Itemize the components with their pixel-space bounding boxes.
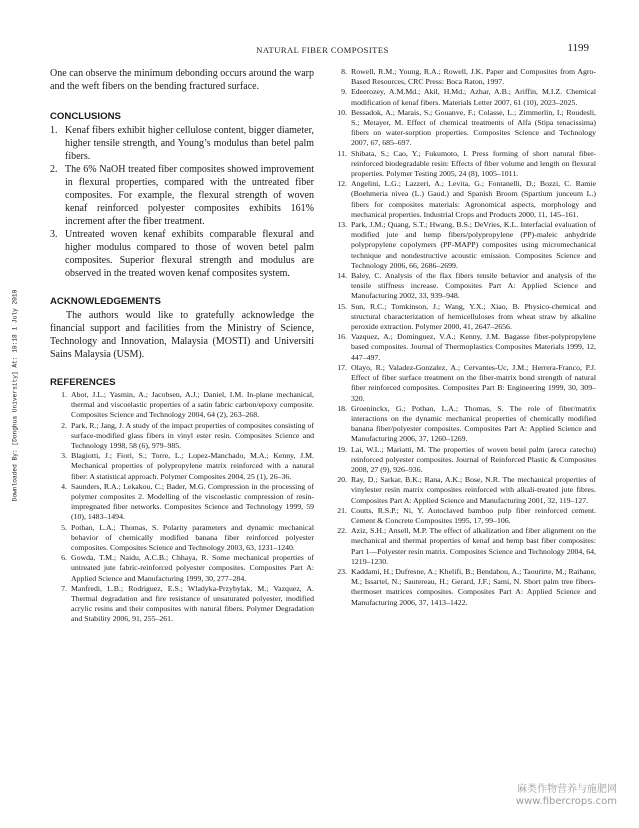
reference-item-number: 23. bbox=[337, 566, 347, 576]
reference-item bbox=[50, 390, 314, 421]
conclusions-heading: CONCLUSIONS bbox=[50, 111, 121, 122]
reference-item bbox=[50, 584, 314, 625]
reference-item-number: 1. bbox=[61, 390, 67, 399]
reference-item-text: Edeerozey, A.M.Md.; Akil, H.Md.; Azhar, A.B.; Ariffin, M.I.Z. Chemical modification of kenaf fibers. Materials Letter 2007, 61 (10), 2023–2025. bbox=[351, 87, 596, 107]
journal-title: NATURAL FIBER COMPOSITES bbox=[256, 45, 389, 55]
reference-item-number: 11. bbox=[337, 148, 347, 158]
reference-item-number: 6. bbox=[61, 553, 67, 563]
reference-item-text: Gowda, T.M.; Naidu, A.C.B.; Chhaya, R. Some mechanical properties of untreated jute fabric-reinforced polyester composites. Composites Part A: Applied Science and Manufacturing 1999, 30, 277–284. bbox=[71, 553, 314, 583]
reference-item-number: 7. bbox=[61, 583, 67, 593]
reference-item-text: Pothan, L.A.; Thomas, S. Polarity parameters and dynamic mechanical behavior of chemically modified banana fiber reinforced polyester composites. Composites Science and Technology 2003, 63, 1231–1240. bbox=[71, 522, 314, 553]
reference-item bbox=[330, 220, 596, 271]
reference-item bbox=[330, 475, 596, 506]
reference-item bbox=[330, 567, 596, 608]
reference-item-text: Aziz, S.H.; Ansell, M.P. The effect of alkalization and fiber alignment on the mechanical and thermal properties of kenaf and hemp bast fiber composites: Part 1—Polyester resin matrix. Composites Science and Technology 2004, 64, 1219–1230. bbox=[351, 526, 596, 566]
reference-item-text: Rowell, R.M.; Young, R.A.; Rowell, J.K. Paper and Composites from Agro-Based Resources, CRC Press: Boca Raton, 1997. bbox=[351, 67, 596, 87]
reference-item-text: Vazquez, A.; Dominguez, V.A.; Kenny, J.M. Bagasse fiber-polypropylene based composites. Journal of Thermoplastics Composites Materials 1999, 12, 447–497. bbox=[351, 332, 596, 362]
reference-item bbox=[50, 451, 314, 482]
reference-item-number: 12. bbox=[337, 179, 347, 189]
left-column bbox=[50, 67, 314, 625]
reference-item bbox=[330, 363, 596, 404]
reference-item-text: Groeninckx, G.; Pothan, L.A.; Thomas, S. The role of fiber/matrix interactions on the dynamic mechanical properties of chemically modified banana fiber/polyester composites. Composites Part A: Applied Science and Manufacturing 2006, 37, 1260–1269. bbox=[351, 403, 596, 444]
reference-item-number: 22. bbox=[337, 526, 347, 536]
reference-item-text: Bessadok, A.; Marais, S.; Gouanve, F.; Colasse, L.; Zimmerlin, I.; Roudesli, S.; Metayer, M. Effect of chemical treatments of Alfa (Stipa tenacissima) fibers on water-sorption properties. Composites Science and Technology 2007, 67, 685–697. bbox=[351, 107, 596, 148]
reference-item-number: 10. bbox=[337, 107, 347, 117]
conclusion-item bbox=[50, 163, 314, 228]
conclusion-item-text: Kenaf fibers exhibit higher cellulose content, bigger diameter, higher tensile strength, and Young’s modulus than betel palm fibers. bbox=[65, 125, 314, 162]
reference-item-number: 2. bbox=[61, 420, 67, 430]
reference-item-number: 4. bbox=[61, 481, 67, 491]
site-watermark-name: 麻类作物营养与施肥网 bbox=[517, 784, 617, 795]
reference-item bbox=[50, 523, 314, 554]
reference-item-text: Ray, D.; Sarkar, B.K.; Rana, A.K.; Bose, N.R. The mechanical properties of vinylester resin matrix composites reinforced with alkali-treated jute fibres. Composites Part A: Applied Science and Manufacturing 2001, 32, 119–127. bbox=[351, 475, 596, 505]
download-watermark: Downloaded By: [Donghua University] At: 10:18 1 July 2010 bbox=[11, 289, 19, 502]
conclusion-item-number: 3. bbox=[50, 229, 58, 240]
reference-item-text: Coutts, R.S.P.; Ni, Y. Autoclaved bamboo pulp fiber reinforced cement. Cement & Concrete Composites 1995, 17, 99–106. bbox=[351, 505, 596, 525]
page-header bbox=[50, 42, 595, 58]
conclusion-item bbox=[50, 228, 314, 280]
reference-item-text: Sun, R.C.; Tomkinson, J.; Wang, Y.X.; Xiao, B. Physico-chemical and structural characterization of hemicelluloses from wheat straw by alkaline peroxide extraction. Polymer 2000, 41, 2647–2656. bbox=[351, 301, 596, 332]
reference-item-number: 3. bbox=[61, 451, 67, 461]
reference-item-number: 9. bbox=[341, 87, 347, 97]
references-list-right bbox=[330, 67, 596, 608]
reference-item bbox=[330, 404, 596, 445]
reference-item-number: 14. bbox=[337, 271, 347, 281]
reference-item-text: Baley, C. Analysis of the flax fibers tensile behavior and analysis of the tensile stiffness increase. Composites Part A: Applied Science and Manufacturing 2002, 33, 939–948. bbox=[351, 271, 596, 301]
reference-item bbox=[330, 332, 596, 363]
site-watermark-url: www.fibercrops.com bbox=[515, 796, 617, 807]
acknowledgements-text: The authors would like to gratefully acknowledge the financial support and facilities from the Ministry of Science, Technology and Innovation, Malaysia (MOSTI) and Universiti Sains Malaysia (USM). bbox=[50, 310, 314, 360]
reference-item-text: Blagiotti, J.; Fiori, S.; Torre, L.; Lopez-Manchado, M.A.; Kenny, J.M. Mechanical properties of polypropylene matrix reinforced with a natural fiber: A statistical approach. Polymer Composites 2004, 25 (1), 26–36. bbox=[71, 451, 314, 481]
acknowledgements-heading: ACKNOWLEDGEMENTS bbox=[50, 296, 161, 307]
reference-item-text: Angelini, L.G.; Lazzeri, A.; Levita, G.; Fontanelli, D.; Bozzi, C. Ramie (Boehmeria nivea (L.) Gaud.) and Spanish Broom (Spartium junceum L.) fibers for composites materials: Agronomical aspects, morphology and mechanical properties. Industrial Crops and Products 2000, 11, 145–161. bbox=[351, 179, 596, 219]
reference-item-text: Park, J.M.; Quang, S.T.; Hwang, B.S.; DeVries, K.L. Interfacial evaluation of modified jute and hemp fibers/polypropylene (PP)-maleic anhydride polypropylene copolymers (PP-MAPP) composites using micromechanical technique and nondestructive acoustic emission. Composites Science and Technology 2006, 66, 2686–2699. bbox=[351, 220, 596, 270]
reference-item bbox=[330, 526, 596, 567]
reference-item-number: 8. bbox=[341, 67, 347, 76]
reference-item bbox=[330, 445, 596, 476]
right-column bbox=[330, 67, 596, 608]
reference-item bbox=[330, 179, 596, 220]
page-number: 1199 bbox=[567, 42, 589, 54]
reference-item-number: 15. bbox=[337, 301, 347, 311]
conclusion-item-text: The 6% NaOH treated fiber composites showed improvement in flexural properties, compared with the untreated fiber composites. For example, the flexural strength of woven kenaf reinforced polyester composites exhibits 161% increment after the fiber treatment. bbox=[65, 164, 314, 227]
reference-item bbox=[330, 506, 596, 526]
reference-item-text: Shibata, S.; Cao, Y.; Fukumoto, I. Press forming of short natural fiber-reinforced biodegradable resin: Effects of fiber volume and length on flexural properties. Polymer Testing 2005, 24 (8), 1005–1011. bbox=[351, 148, 596, 179]
conclusion-item-text: Untreated woven kenaf exhibits comparable flexural and higher modulus compared to those of woven betel palm composites. Superior flexural strength and modulus are observed in the treated woven kenaf composites system. bbox=[65, 229, 314, 279]
site-watermark bbox=[516, 784, 617, 808]
reference-item-text: Saunders, R.A.; Lekakou, C.; Bader, M.G. Compression in the processing of polymer composites 2. Modelling of the viscoelastic compression of resin-impregnated fiber networks. Composites Science and Technology 1999, 59 (10), 1483–1494. bbox=[71, 481, 314, 522]
reference-item-text: Kaddami, H.; Dufresne, A.; Khelifi, B.; Bendahou, A.; Taourirte, M.; Raihane, M.; Issartel, N.; Sautereau, H.; Gerard, J.F.; Sami, N. Short palm tree fibers-thermoset matrices composites. Composites Part A: Applied Science and Manufacturing 2006, 37, 1413–1422. bbox=[351, 566, 596, 607]
reference-item bbox=[330, 302, 596, 333]
reference-item-text: Abot, J.L.; Yasmin, A.; Jacobsen, A.J.; Daniel, I.M. In-plane mechanical, thermal and viscoelastic properties of a satin fabric carbon/epoxy composite. Composites Science and Technology 2004, 64 (2), 263–268. bbox=[71, 390, 314, 420]
reference-item-number: 18. bbox=[337, 403, 347, 413]
reference-item-number: 5. bbox=[61, 522, 67, 532]
conclusions-list bbox=[50, 124, 314, 280]
reference-item bbox=[50, 553, 314, 584]
references-list-left bbox=[50, 390, 314, 625]
conclusion-item bbox=[50, 124, 314, 163]
reference-item-number: 19. bbox=[337, 444, 347, 454]
reference-item bbox=[330, 67, 596, 87]
reference-item bbox=[50, 482, 314, 523]
reference-item-number: 13. bbox=[337, 220, 347, 230]
reference-item bbox=[330, 271, 596, 302]
reference-item bbox=[50, 421, 314, 452]
reference-item bbox=[330, 149, 596, 180]
reference-item bbox=[330, 87, 596, 107]
reference-item bbox=[330, 108, 596, 149]
reference-item-text: Park, R.; Jang, J. A study of the impact properties of composites consisting of surface-modified glass fibers in vinyl ester resin. Composites Science and Technology 1998, 58 (6), 979–985. bbox=[71, 420, 314, 451]
conclusion-item-number: 1. bbox=[50, 125, 58, 136]
reference-item-text: Olayo, R.; Valadez-Gonzalez, A.; Cervantes-Uc, J.M.; Herrera-Franco, P.J. Effect of fiber surface treatment on the fiber-matrix bond strength of natural fiber reinforced composites. Composites Part B: Engineering 1999, 30, 309–320. bbox=[351, 362, 596, 403]
references-heading: REFERENCES bbox=[50, 377, 116, 388]
reference-item-text: Manfredi, L.B.; Rodriguez, E.S.; Wladyka-Przybylak, M.; Vazquez, A. Thermal degradation and fire resistance of unsaturated polyester, modified acrylic resins and their composites with natural fibers. Polymer Degradation and Stability 2006, 91, 255–261. bbox=[71, 583, 314, 624]
reference-item-number: 20. bbox=[337, 475, 347, 485]
intro-paragraph: One can observe the minimum debonding occurs around the warp and the weft fibers on the bending fractured surface. bbox=[50, 68, 314, 92]
conclusion-item-number: 2. bbox=[50, 164, 58, 175]
reference-item-number: 21. bbox=[337, 505, 347, 515]
reference-item-number: 16. bbox=[337, 332, 347, 342]
reference-item-text: Lai, W.L.; Mariatti, M. The properties of woven betel palm (areca catechu) reinforced polyester composites. Journal of Reinforced Plastic & Composites 2008, 27 (9), 926–936. bbox=[351, 444, 596, 474]
reference-item-number: 17. bbox=[337, 362, 347, 372]
